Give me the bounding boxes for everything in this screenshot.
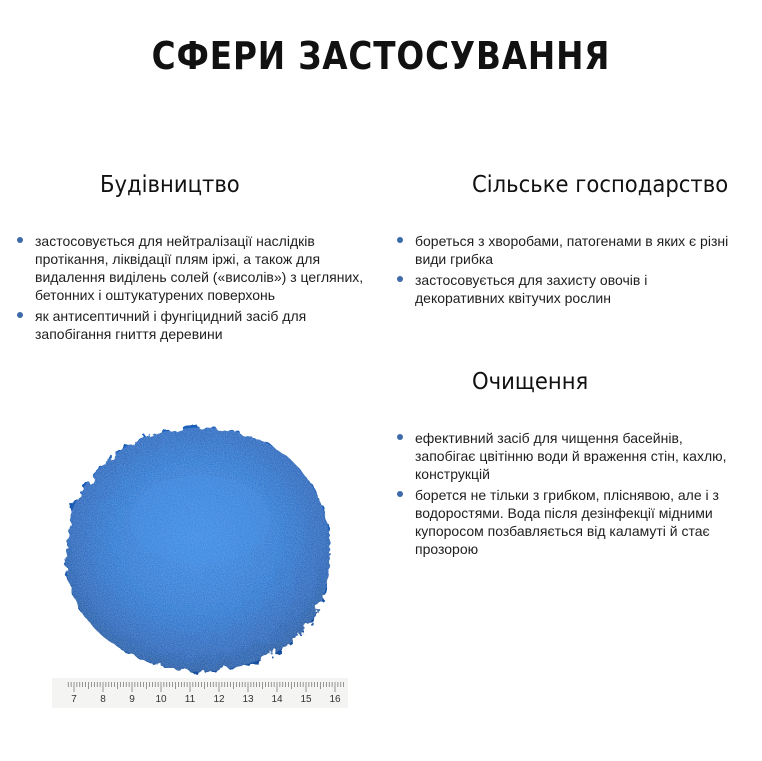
list-item: ефективний засіб для чищення басейнів, запобігає цвітінню води й враження стін, кахлю, конструкцій xyxy=(396,429,741,483)
ruler-label: 12 xyxy=(213,694,225,705)
section-heading-cleaning: Очищення xyxy=(472,369,589,395)
section-heading-agriculture: Сільське господарство xyxy=(472,172,729,198)
bullet-icon xyxy=(397,434,403,440)
ruler-label: 14 xyxy=(271,694,283,705)
agriculture-list xyxy=(396,232,736,310)
ruler xyxy=(52,678,348,708)
bullet-icon xyxy=(397,276,403,282)
list-item: застосовується для нейтралізації наслідків протікання, ліквідації плям іржі, а також для видалення виділень солей («висолів») з цегляних, бетонних і оштукатурених поверхонь xyxy=(16,232,366,304)
bullet-icon xyxy=(397,491,403,497)
bullet-icon xyxy=(17,312,23,318)
bullet-icon xyxy=(17,237,23,243)
ruler-label: 13 xyxy=(242,694,254,705)
list-item: бореться з хворобами, патогенами в яких є різні види грибка xyxy=(396,232,736,268)
list-item: застосовується для захисту овочів і декоративних квітучих рослин xyxy=(396,271,736,307)
page-title: СФЕРИ ЗАСТОСУВАННЯ xyxy=(151,34,611,78)
ruler-label: 11 xyxy=(184,694,196,705)
list-item: борется не тільки з грибком, пліснявою, але і з водоростями. Вода після дезінфекції мідними купоросом позбавляється від каламуті й стає прозорою xyxy=(396,486,741,558)
copper-sulfate-photo xyxy=(40,400,360,720)
ruler-label: 15 xyxy=(300,694,312,705)
powder-pile xyxy=(65,427,331,671)
bullet-icon xyxy=(397,237,403,243)
construction-list xyxy=(16,232,366,346)
list-item: як антисептичний і фунгіцидний засіб для запобігання гниття деревини xyxy=(16,307,366,343)
cleaning-list xyxy=(396,429,741,561)
ruler-label: 8 xyxy=(100,694,106,705)
ruler-label: 10 xyxy=(155,694,167,705)
ruler-label: 9 xyxy=(129,694,135,705)
section-heading-construction: Будівництво xyxy=(100,172,240,198)
ruler-label: 16 xyxy=(329,694,341,705)
ruler-label: 7 xyxy=(71,694,77,705)
